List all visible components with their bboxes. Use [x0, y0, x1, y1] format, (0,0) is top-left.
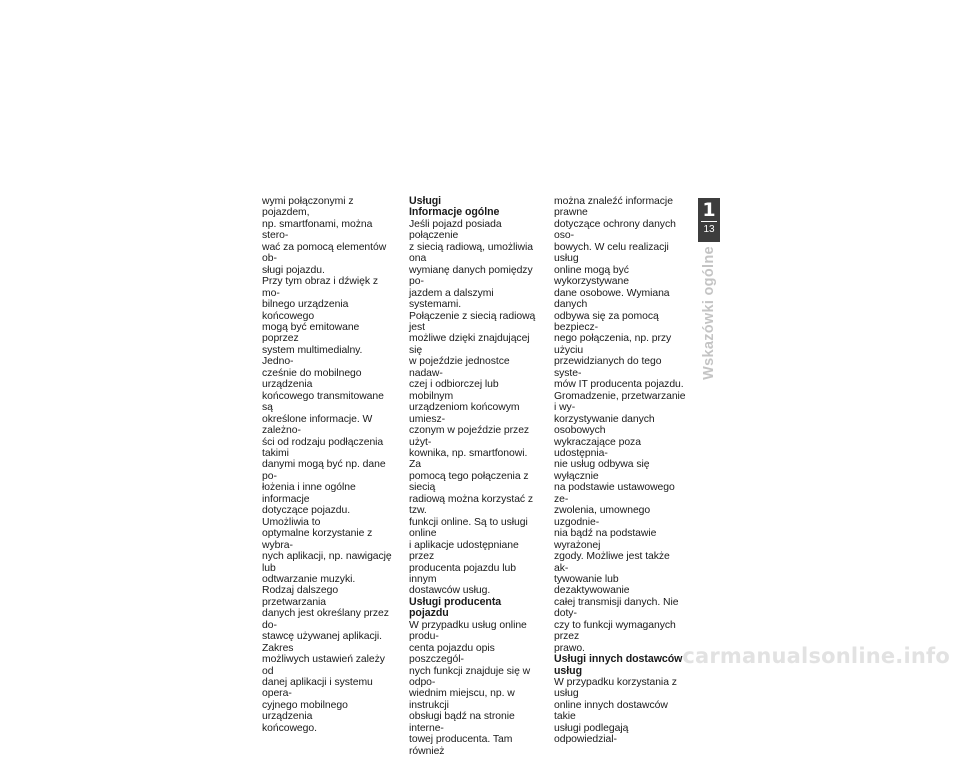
paragraph: Jeśli pojazd posiada połączenie z siecią radiową, umożliwia ona wymianę danych pomiędzy po- jazdem a dalszymi systemami. Połączenie z siecią radiową jest możliwe dzięki znajdującej się w pojeździe jednostce nadaw- czej i odbiorczej lub mobilnym urządzeniom końcowym umiesz- czonym w pojeździe przez użyt- kownika, np. smartfonowi. Za pomocą tego połączenia z siecią radiową można korzystać z tzw. funkcji online. Są to usługi online i aplikacje udostępniane przez producenta pojazdu lub innym dostawców usług.	[409, 218, 536, 597]
text-column-2	[409, 196, 541, 757]
paragraph: można znaleźć informacje prawne dotyczące ochrony danych oso- bowych. W celu realizacji usług online mogą być wykorzystywane dane osobowe. Wymiana danych odbywa się za pomocą bezpiecz- nego połączenia, np. przy użyciu przewidzianych do tego syste- mów IT producenta pojazdu.	[554, 196, 684, 391]
watermark: carmanualsonline.info	[682, 644, 950, 668]
page-number: 13	[703, 224, 715, 235]
heading-other-providers: Usługi innych dostawców usług	[554, 653, 683, 677]
section-title-vertical	[691, 248, 727, 378]
paragraph: W przypadku korzystania z usług online innych dostawców takie usługi podlegają odpowiedzial-	[554, 677, 677, 746]
paragraph: wymi połączonymi z pojazdem, np. smartfonami, można stero- wać za pomocą elementów ob- sługi pojazdu.	[262, 196, 387, 276]
heading-services: Usługi	[409, 195, 442, 207]
paragraph: W przypadku usług online produ- centa pojazdu opis poszczegól- nych funkcji znajduje się w odpo- wiednim miejscu, np. w instrukcji obsługi bądź na stronie interne- towej producenta. Tam również	[409, 619, 531, 757]
text-column-1	[262, 196, 394, 734]
paragraph: Gromadzenie, przetwarzanie i wy- korzystywanie danych osobowych wykraczające poza udostępnia- nie usług odbywa się wyłącznie na podstawie ustawowego ze- zwolenia, umownego uzgodnie- nia bądź na podstawie wyrażonej zgody. Możliwe jest także ak- tywowanie lub dezaktywowanie całej transmisji danych. Nie doty- czy to funkcji wymaganych przez prawo.	[554, 390, 686, 654]
chapter-tab	[698, 198, 720, 242]
heading-general-info: Informacje ogólne	[409, 206, 500, 219]
chapter-number: 1	[702, 199, 716, 221]
paragraph: Przy tym obraz i dźwięk z mo- bilnego urządzenia końcowego mogą być emitowane poprzez system multimedialny. Jedno- cześnie do mobilnego urządzenia końcowego transmitowane są określone informacje. W zależno- ści od rodzaju podłączenia takimi danymi mogą być np. dane po- łożenia i inne ogólne informacje dotyczące pojazdu. Umożliwia to optymalne korzystanie z wybra- nych aplikacji, np. nawigację lub odtwarzanie muzyki.	[262, 276, 392, 585]
heading-manufacturer-services: Usługi producenta pojazdu	[409, 595, 502, 620]
paragraph: Rodzaj dalszego przetwarzania danych jest określany przez do- stawcę używanej aplikacji. Zakres możliwych ustawień zależy od danej aplikacji i systemu opera- cyjnego mobilnego urządzenia końcowego.	[262, 585, 389, 734]
section-title: Wskazówki ogólne	[701, 246, 717, 380]
